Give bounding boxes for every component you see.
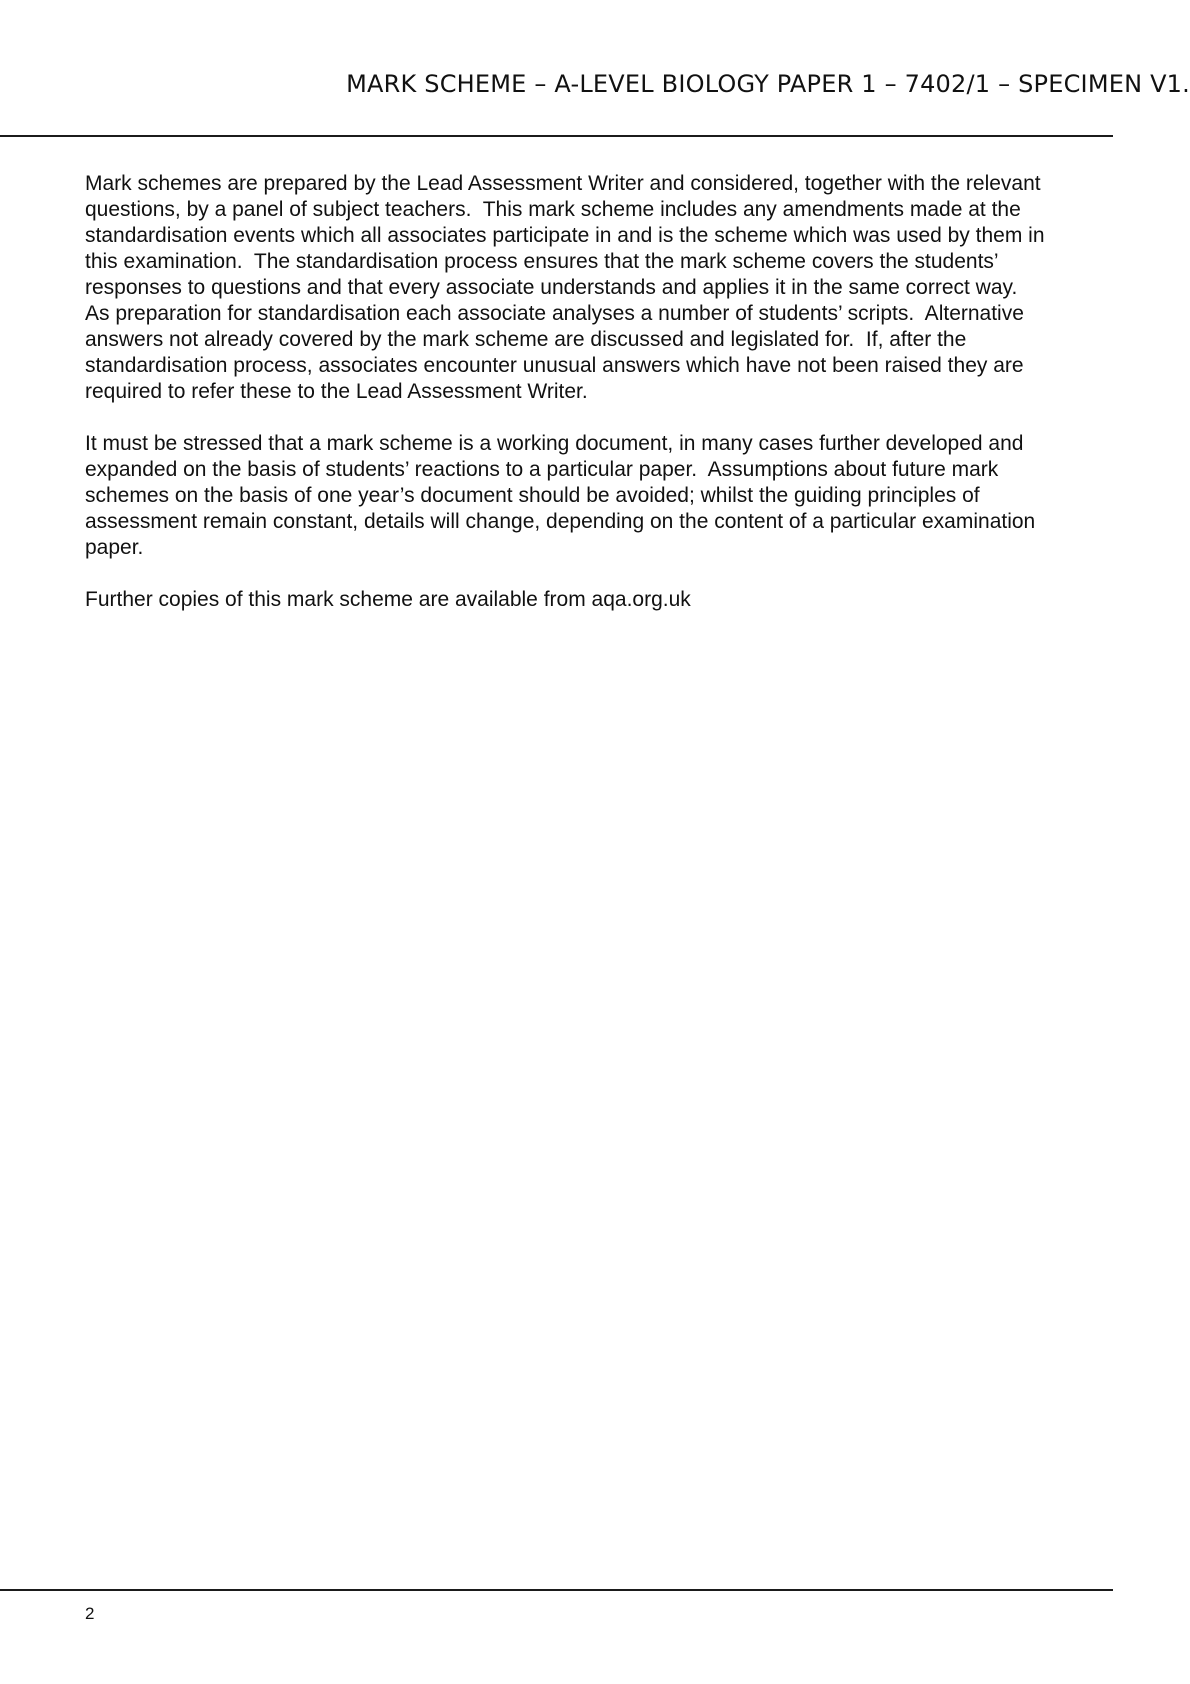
paragraph-working-document: It must be stressed that a mark scheme is a working document, in many cases further developed and expanded on the basis of students’ reactions to a particular paper. Assumptions about future mark schemes on the basis of one year’s document should be avoided; whilst the guiding principles of assessment remain constant, details will change, depending on the content of a particular examination paper.	[85, 432, 1036, 559]
document-body	[85, 171, 1105, 639]
page-number: 2	[85, 1604, 95, 1623]
paragraph-preparation: Mark schemes are prepared by the Lead Assessment Writer and considered, together with the relevant questions, by a panel of subject teachers. This mark scheme includes any amendments made at the standardisation events which all associates participate in and is the scheme which was used by them in this examination. The standardisation process ensures that the mark scheme covers the students’ responses to questions and that every associate understands and applies it in the same correct way. As preparation for standardisation each associate analyses a number of students’ scripts. Alternative answers not already covered by the mark scheme are discussed and legislated for. If, after the standardisation process, associates encounter unusual answers which have not been raised they are required to refer these to the Lead Assessment Writer.	[85, 172, 1045, 403]
header-divider	[0, 135, 1113, 137]
page-header-title: MARK SCHEME – A-LEVEL BIOLOGY PAPER 1 – 7402/1 – SPECIMEN V1.	[346, 70, 1190, 98]
footer-divider	[0, 1589, 1113, 1591]
paragraph-further-copies: Further copies of this mark scheme are available from aqa.org.uk	[85, 588, 691, 611]
